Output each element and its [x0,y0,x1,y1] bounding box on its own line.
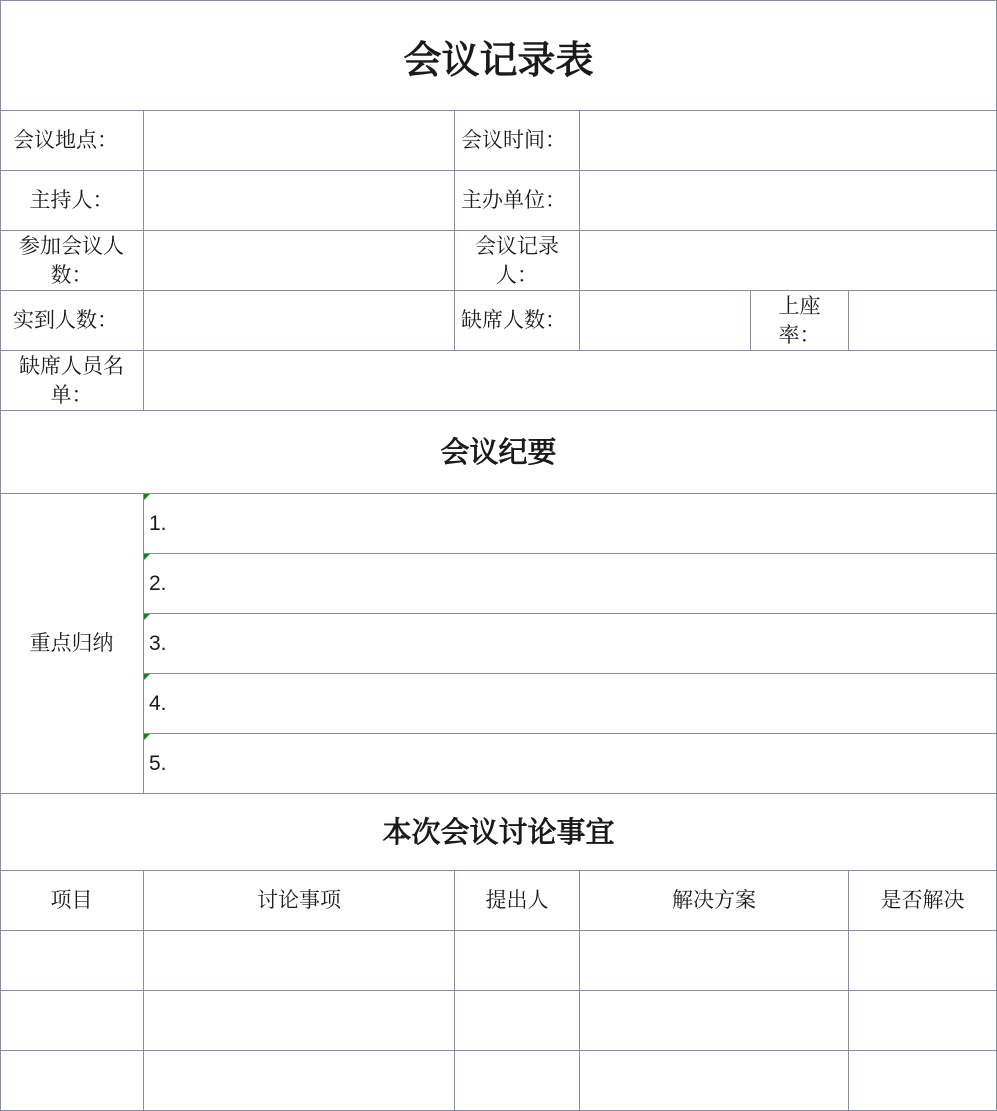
absent-count-label: 缺席人数： [461,308,566,332]
cell-comment-marker [144,734,150,740]
column-header-solution: 解决方案 [672,888,756,912]
present-field[interactable] [144,291,454,350]
cell-comment-marker [144,614,150,620]
organizer-label: 主办单位： [461,188,566,212]
summary-item-2[interactable]: 2. [149,572,167,595]
participants-field[interactable] [144,231,454,290]
recorder-field[interactable] [580,231,996,290]
table-row[interactable] [0,991,997,1050]
absent-list-label-text: 缺席人员名单： [19,353,124,407]
recorder-label-text: 会议记录人： [475,233,559,287]
attendance-rate-label-text: 上座率： [778,293,821,347]
summary-item-4[interactable]: 4. [149,692,167,715]
absent-list-field[interactable] [144,351,996,410]
column-header-proposer: 提出人 [485,888,549,912]
participants-label [0,231,143,290]
table-row[interactable] [0,1051,997,1110]
summary-heading: 会议纪要 [440,434,557,469]
time-field[interactable] [580,111,996,170]
time-label: 会议时间： [461,128,566,152]
discussion-heading: 本次会议讨论事宜 [382,814,615,849]
page-title: 会议记录表 [403,36,594,82]
organizer-field[interactable] [580,171,996,230]
attendance-rate-field[interactable] [849,291,996,350]
location-label: 会议地点： [13,128,118,152]
absent-count-field[interactable] [580,291,750,350]
column-header-topic: 讨论事项 [257,888,341,912]
column-header-item: 项目 [50,888,93,912]
summary-item-5[interactable]: 5. [149,752,167,775]
column-header-resolved: 是否解决 [880,888,965,912]
summary-item-1[interactable]: 1. [149,512,167,535]
summary-item-3[interactable]: 3. [149,632,167,655]
table-row[interactable] [0,931,997,990]
summary-label: 重点归纳 [29,631,114,655]
cell-comment-marker [144,554,150,560]
participants-label-text: 参加会议人数： [19,233,124,287]
location-field[interactable] [144,111,454,170]
cell-comment-marker [144,674,150,680]
cell-comment-marker [144,494,150,500]
present-label: 实到人数： [13,308,118,332]
host-label: 主持人： [29,188,114,212]
attendance-rate-label [751,291,848,350]
recorder-label [455,231,579,290]
absent-list-label [0,351,143,410]
host-field[interactable] [144,171,454,230]
